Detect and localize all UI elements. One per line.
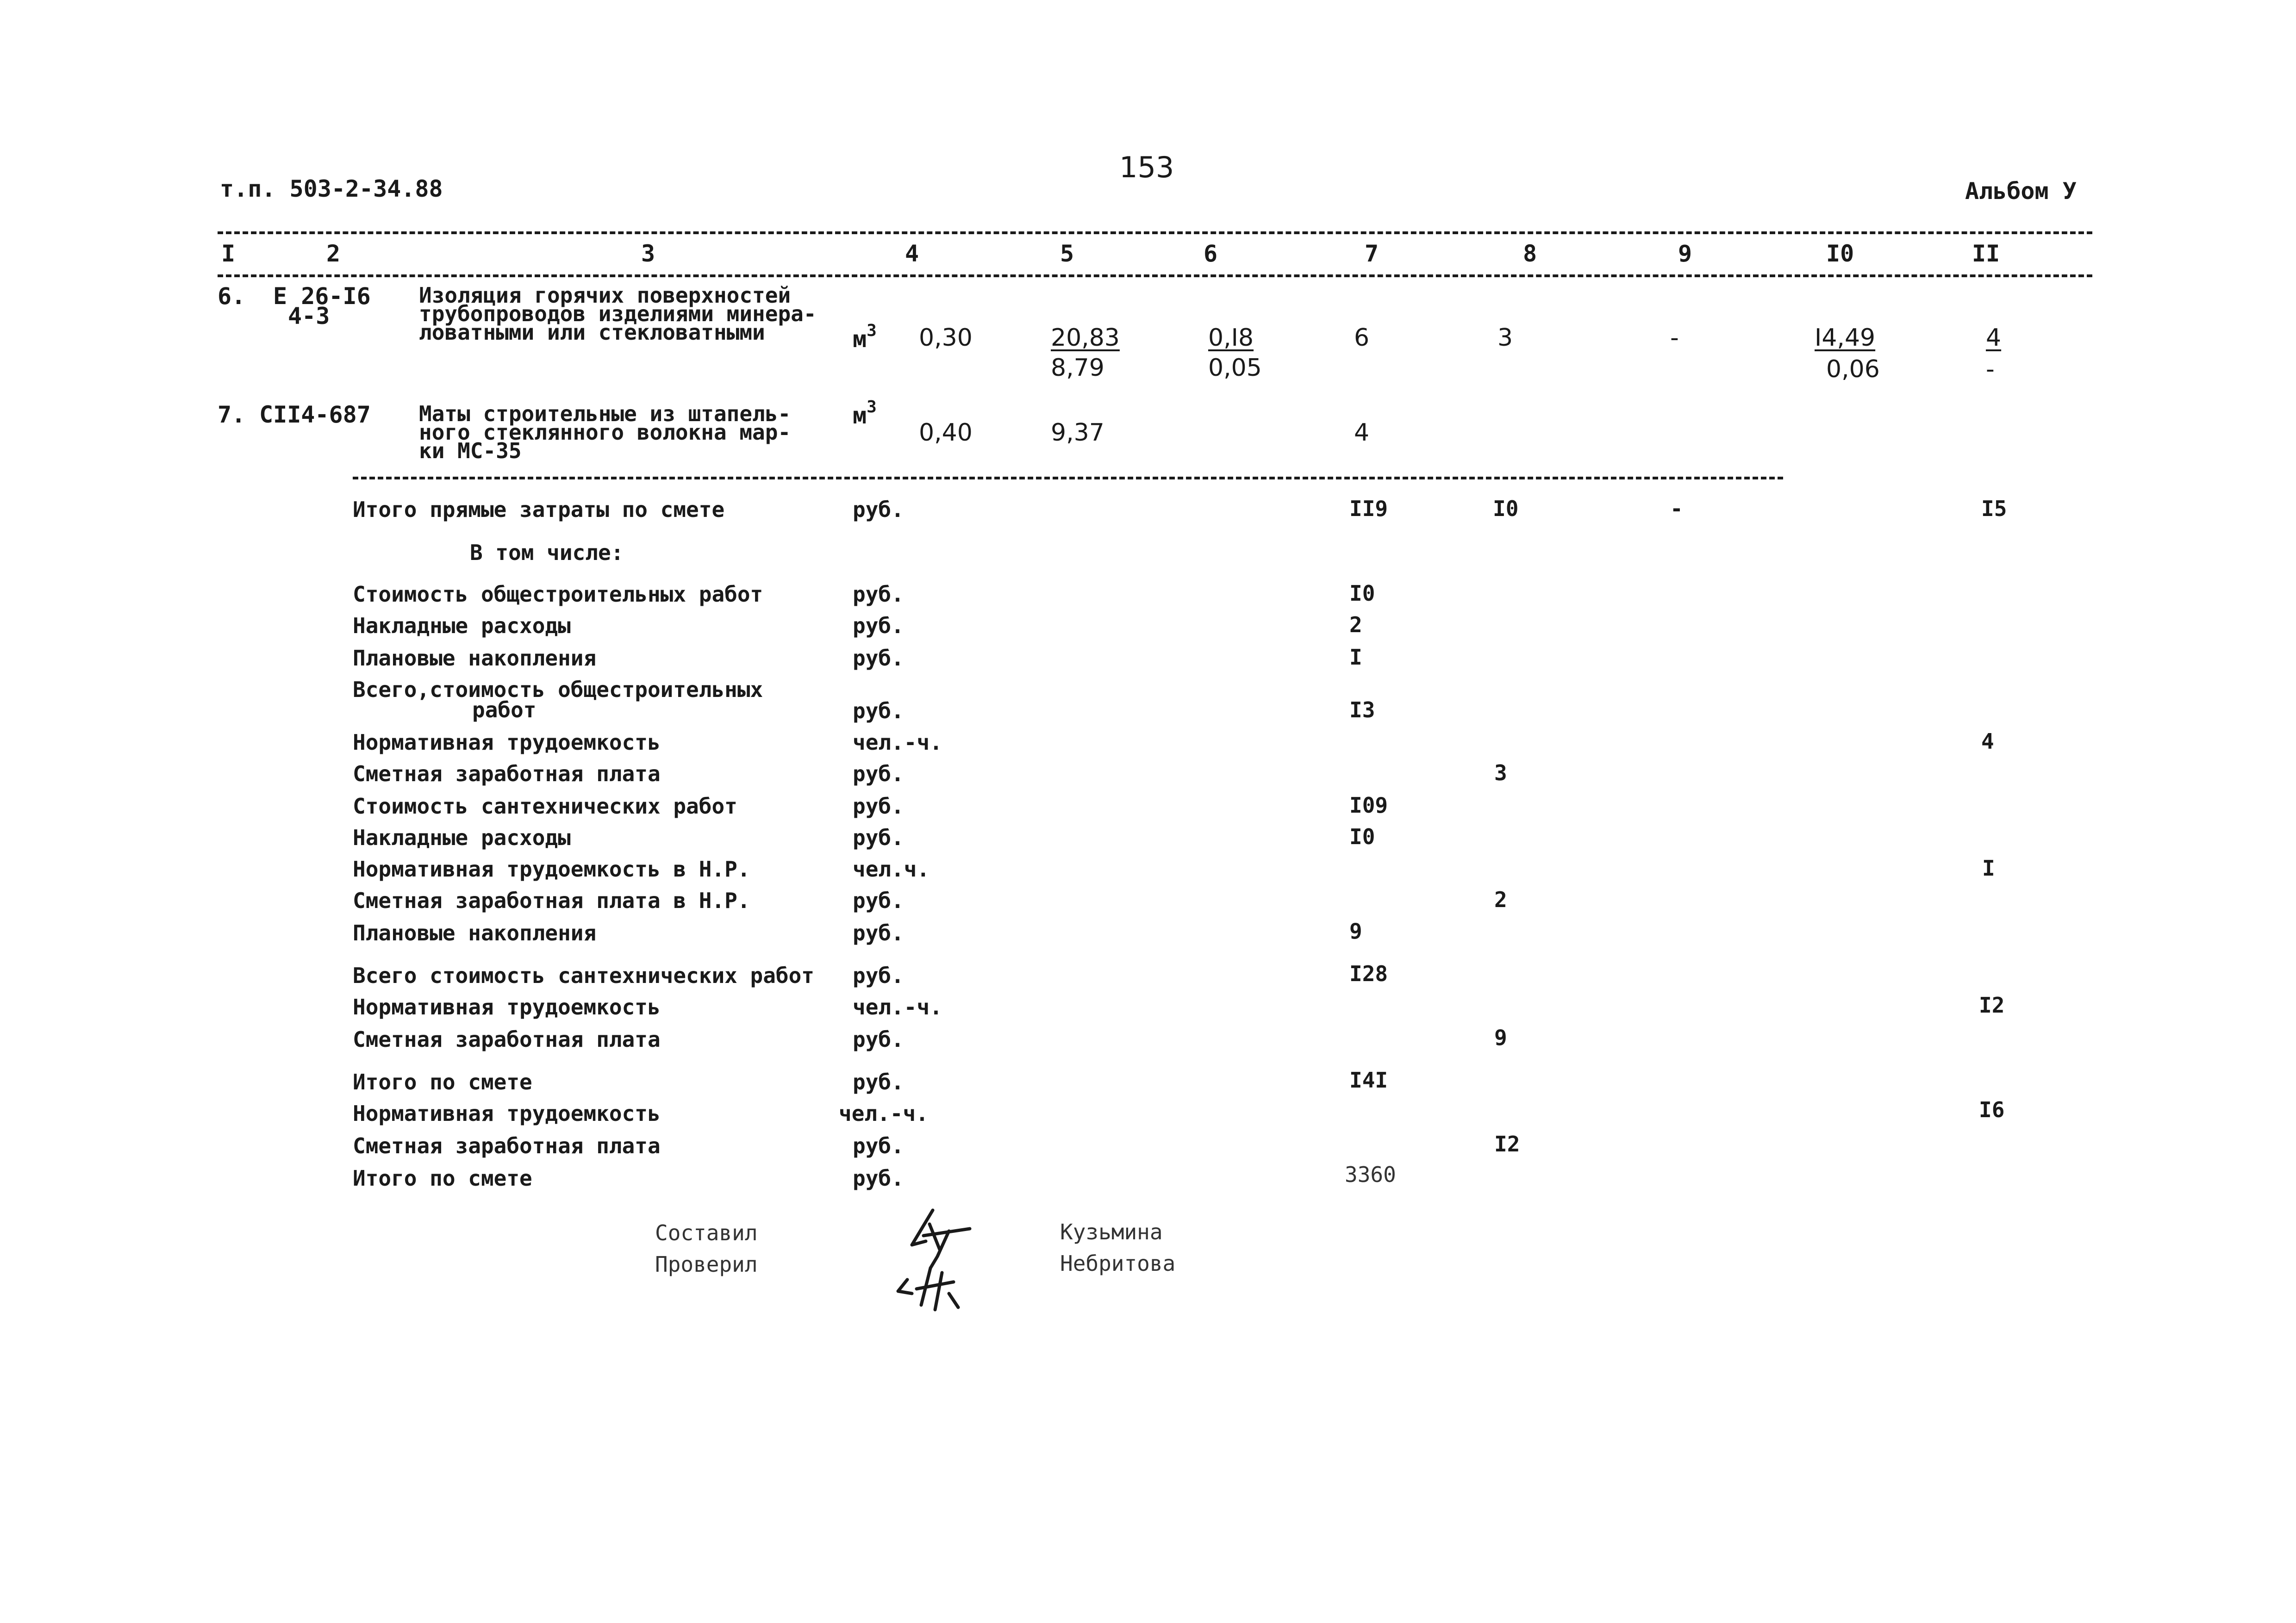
col-header-10: I0 [1826,240,1854,267]
row-code-sub: 4-3 [288,303,330,330]
summary-col11: 4 [1981,729,1994,754]
summary-col7: I0 [1349,581,1375,606]
summary-col11: I6 [1979,1097,2005,1122]
compiled-name: Кузьмина [1060,1219,1163,1244]
summary-subheading: В том числе: [470,540,624,565]
summary-col7: II9 [1349,496,1388,521]
summary-col8: 3 [1494,760,1507,785]
row-col7: 6 [1354,324,1370,352]
summary-unit: руб. [853,613,904,638]
row-quantity: 0,30 [919,324,973,352]
col-header-2: 2 [326,240,341,267]
row-col5-bottom: 8,79 [1051,354,1104,382]
handwritten-signature-icon [880,1199,1009,1319]
row-col7: 4 [1354,419,1370,447]
summary-label: Сметная заработная плата [353,1027,661,1052]
summary-unit: руб. [853,1166,904,1191]
summary-unit: руб. [853,698,904,723]
summary-col8: 2 [1494,887,1507,912]
row-col5-top: 9,37 [1051,419,1104,447]
summary-label: Нормативная трудоемкость [353,995,661,1020]
summary-col7: I09 [1349,793,1388,818]
row-description-line: ловатными или стекловатными [419,320,765,345]
summary-label: Итого прямые затраты по смете [353,497,725,522]
checked-label: Проверил [655,1252,758,1277]
row-number: 7. [218,401,246,428]
summary-col7: 3360 [1345,1162,1396,1187]
row-code: СII4-687 [259,401,371,428]
row-unit: $м^3$ [853,321,877,353]
summary-label: Стоимость общестроительных работ [353,582,763,607]
row-col10-bottom: 0,06 [1826,355,1880,383]
summary-unit: руб. [853,1070,904,1094]
summary-label: Накладные расходы [353,825,571,850]
col-header-1: I [221,240,236,267]
summary-col8: I2 [1494,1132,1520,1157]
summary-label: Сметная заработная плата [353,1133,661,1158]
row-col10-top: I4,49 [1815,324,1876,352]
summary-unit: руб. [853,794,904,819]
summary-unit: чел.-ч. [839,1101,929,1126]
summary-col11: I2 [1979,993,2005,1018]
page-number: 153 [1119,150,1174,184]
col-header-5: 5 [1060,240,1074,267]
compiled-label: Составил [655,1220,758,1245]
summary-unit: руб. [853,888,904,913]
summary-label: Нормативная трудоемкость в Н.Р. [353,857,750,882]
summary-col7: 9 [1349,919,1362,944]
summary-label: Плановые накопления [353,920,597,945]
row-code: Е 26-I6 [273,283,371,310]
summary-col9: - [1670,496,1683,521]
summary-label: Стоимость сантехнических работ [353,794,737,819]
summary-unit: чел.ч. [853,857,930,882]
summary-unit: руб. [853,497,904,522]
row-col8: 3 [1497,324,1513,352]
summary-label: Итого по смете [353,1070,532,1094]
summary-unit: руб. [853,582,904,607]
summary-col11: I5 [1981,496,2007,521]
summary-label: Всего,стоимость общестроительных [353,677,763,702]
summary-unit: руб. [853,963,904,988]
summary-unit: чел.-ч. [853,730,942,755]
summary-label: Накладные расходы [353,613,571,638]
row-description-line: Изоляция горячих поверхностей [419,283,791,308]
summary-label: Нормативная трудоемкость [353,730,661,755]
summary-label: Сметная заработная плата [353,761,661,786]
row-col11-top: 4 [1986,324,2002,352]
summary-label: Всего стоимость сантехнических работ [353,963,814,988]
summary-label: Нормативная трудоемкость [353,1101,661,1126]
summary-unit: руб. [853,1027,904,1052]
row-col6-bottom: 0,05 [1208,354,1262,382]
row-col5-top: 20,83 [1051,324,1120,352]
col-header-3: 3 [641,240,655,267]
summary-unit: руб. [853,646,904,671]
summary-unit: руб. [853,825,904,850]
summary-unit: чел.-ч. [853,995,942,1020]
row-number: 6. [218,283,246,310]
row-description-line: ки МС-35 [419,438,522,463]
summary-label-cont: работ [472,697,537,722]
col-header-4: 4 [905,240,919,267]
summary-unit: руб. [853,761,904,786]
col-header-7: 7 [1365,240,1379,267]
row-description-line: трубопроводов изделиями минера- [419,301,817,326]
summary-label: Плановые накопления [353,646,597,671]
col-header-8: 8 [1523,240,1537,267]
summary-col7: 2 [1349,612,1362,637]
summary-col11: I [1982,856,1995,881]
row-col9: - [1670,324,1679,352]
row-unit: $м^3$ [853,398,877,429]
row-quantity: 0,40 [919,419,973,447]
col-header-9: 9 [1678,240,1692,267]
summary-unit: руб. [853,1133,904,1158]
header-top-rule [218,231,2092,234]
summary-label: Сметная заработная плата в Н.Р. [353,888,750,913]
summary-col7: I4I [1349,1068,1388,1093]
row-col6-top: 0,I8 [1208,324,1254,352]
summary-label: Итого по смете [353,1166,532,1191]
summary-separator-rule [353,477,1783,479]
row-description-line: Маты строительные из штапель- [419,401,791,426]
summary-col7: I3 [1349,697,1375,722]
row-col11-bottom: - [1986,355,1995,383]
col-header-6: 6 [1204,240,1218,267]
album-label: Альбом У [1965,178,2077,205]
summary-unit: руб. [853,920,904,945]
row-description-line: ного стеклянного волокна мар- [419,420,791,445]
col-header-11: II [1972,240,2000,267]
summary-col7: I [1349,645,1362,670]
summary-col7: I0 [1349,824,1375,849]
summary-col8: 9 [1494,1025,1507,1050]
summary-col7: I28 [1349,961,1388,986]
checked-name: Небритова [1060,1251,1176,1276]
document-code: т.п. 503-2-34.88 [220,175,443,202]
summary-col8: I0 [1493,496,1519,521]
header-bottom-rule [218,274,2092,277]
